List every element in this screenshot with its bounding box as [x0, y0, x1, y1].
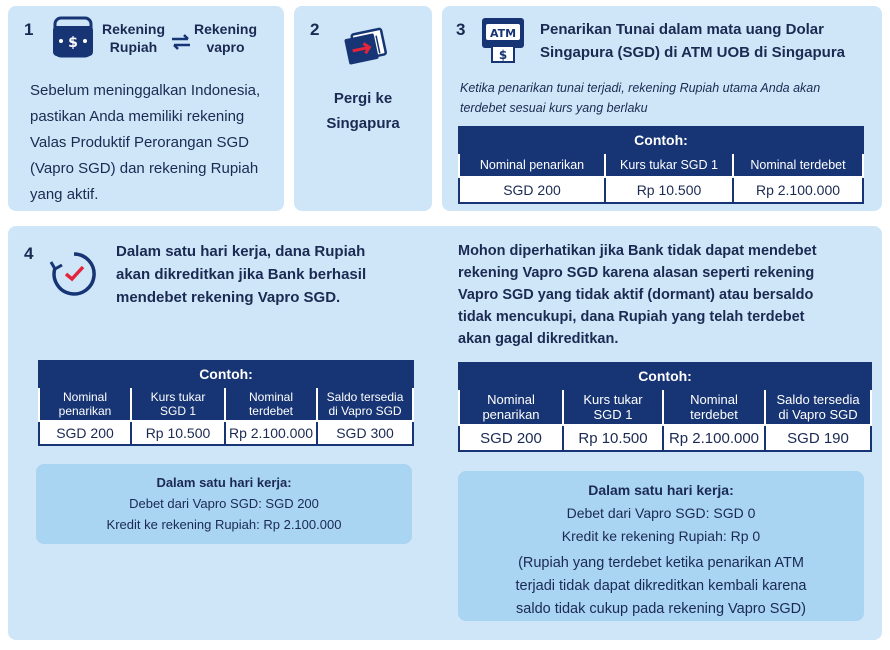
- example-table-success: [38, 360, 414, 446]
- table-cell: SGD 190: [765, 425, 871, 451]
- table-cell: Rp 2.100.000: [733, 177, 863, 203]
- explanation-line: saldo tidak cukup pada rekening Vapro SGD): [516, 601, 806, 617]
- step-3-subtitle: [460, 78, 820, 118]
- passport-plane-icon: [342, 26, 390, 66]
- header-line: Kurs tukar: [150, 390, 206, 404]
- summary-title: Dalam satu hari kerja:: [156, 475, 292, 490]
- summary-line: Kredit ke rekening Rupiah: Rp 2.100.000: [106, 517, 342, 532]
- clock-check-icon: [48, 248, 100, 300]
- header-line: Nominal: [62, 390, 107, 404]
- title-line: rekening Vapro SGD karena alasan seperti rekening: [458, 265, 815, 281]
- atm-screen-label: ATM: [489, 27, 517, 40]
- column-header: [317, 387, 413, 421]
- explanation-line: (Rupiah yang terdebet ketika penarikan ATM: [518, 555, 804, 571]
- header-line: Saldo tersedia: [776, 392, 860, 407]
- text-line: yang aktif.: [30, 186, 99, 203]
- header-line: Saldo tersedia: [326, 390, 404, 404]
- column-header: Kurs tukar SGD 1: [605, 153, 733, 177]
- subtitle-line: terdebet sesuai kurs yang berlaku: [460, 101, 648, 115]
- title-line: Mohon diperhatikan jika Bank tidak dapat mendebet: [458, 243, 817, 259]
- explanation-line: terjadi tidak dapat dikreditkan kembali karena: [515, 578, 807, 594]
- atm-icon: [480, 16, 526, 64]
- header-line: terdebet: [690, 407, 738, 422]
- step-4-failure-title: [458, 240, 817, 350]
- step-number: 3: [456, 20, 466, 39]
- table-cell: SGD 200: [459, 177, 605, 203]
- column-header: [225, 387, 317, 421]
- svg-text:$: $: [68, 35, 78, 51]
- summary-line: Debet dari Vapro SGD: SGD 200: [129, 496, 319, 511]
- table-cell: Rp 10.500: [605, 177, 733, 203]
- step-1-description: [30, 78, 280, 208]
- table-cell: Rp 2.100.000: [663, 425, 765, 451]
- header-line: terdebet: [248, 404, 294, 418]
- column-header: [563, 389, 663, 425]
- title-line: Singapura (SGD) di ATM UOB di Singapura: [540, 44, 846, 61]
- text-line: Sebelum meninggalkan Indonesia,: [30, 82, 261, 99]
- table-cell: Rp 10.500: [131, 421, 225, 445]
- rekening-rupiah-label: [102, 20, 165, 56]
- column-header: [459, 389, 563, 425]
- step-2-panel: [294, 6, 432, 211]
- step-number: 1: [24, 20, 34, 39]
- header-line: Kurs tukar: [583, 392, 643, 407]
- table-caption: Contoh:: [459, 363, 871, 389]
- exchange-arrows-icon: [170, 33, 192, 51]
- failure-summary-box: [458, 471, 864, 621]
- success-summary-box: [36, 464, 412, 544]
- header-line: Nominal: [248, 390, 293, 404]
- text-line: pastikan Anda memiliki rekening: [30, 108, 245, 125]
- header-line: Nominal: [690, 392, 738, 407]
- summary-line: Debet dari Vapro SGD: SGD 0: [566, 505, 756, 521]
- header-line: di Vapro SGD: [778, 407, 858, 422]
- step-2-label: [294, 86, 432, 136]
- svg-text:$: $: [498, 48, 508, 62]
- column-header: Nominal penarikan: [459, 153, 605, 177]
- title-line: akan dikreditkan jika Bank berhasil: [116, 266, 367, 283]
- header-line: penarikan: [58, 404, 112, 418]
- column-header: [663, 389, 765, 425]
- rekening-vapro-label: [194, 20, 257, 56]
- table-cell: Rp 10.500: [563, 425, 663, 451]
- label-line: Rekening: [194, 21, 258, 37]
- summary-line: Kredit ke rekening Rupiah: Rp 0: [561, 528, 761, 544]
- step-1-panel: [8, 6, 284, 211]
- column-header: [39, 387, 131, 421]
- step-3-title: [540, 18, 845, 64]
- title-line: Dalam satu hari kerja, dana Rupiah: [116, 243, 366, 260]
- wallet-icon: [52, 16, 94, 60]
- header-line: SGD 1: [593, 407, 633, 422]
- text-line: Singapura: [326, 115, 400, 132]
- summary-title: Dalam satu hari kerja:: [588, 482, 734, 498]
- step-3-panel: [442, 6, 882, 211]
- column-header: [765, 389, 871, 425]
- table-caption: Contoh:: [39, 361, 413, 387]
- summary-explanation: [458, 552, 864, 621]
- title-line: mendebet rekening Vapro SGD.: [116, 289, 341, 306]
- table-cell: Rp 2.100.000: [225, 421, 317, 445]
- column-header: Nominal terdebet: [733, 153, 863, 177]
- table-cell: SGD 200: [39, 421, 131, 445]
- table-cell: SGD 200: [459, 425, 563, 451]
- text-line: (Vapro SGD) dan rekening Rupiah: [30, 160, 259, 177]
- step-number: 4: [24, 244, 34, 263]
- header-line: SGD 1: [159, 404, 196, 418]
- label-line: Rupiah: [109, 39, 158, 55]
- text-line: Pergi ke: [333, 90, 393, 107]
- subtitle-line: Ketika penarikan tunai terjadi, rekening Rupiah utama Anda akan: [460, 81, 821, 95]
- header-line: di Vapro SGD: [328, 404, 402, 418]
- header-line: penarikan: [482, 407, 540, 422]
- header-line: Nominal: [487, 392, 535, 407]
- example-table: [458, 126, 864, 204]
- table-cell: SGD 300: [317, 421, 413, 445]
- example-table-failure: [458, 362, 872, 452]
- step-number: 2: [310, 20, 320, 39]
- step-4-success-title: [116, 240, 366, 309]
- text-line: Valas Produktif Perorangan SGD: [30, 134, 250, 151]
- label-line: Rekening: [102, 21, 166, 37]
- title-line: akan gagal dikreditkan.: [458, 331, 619, 347]
- label-line: vapro: [206, 39, 245, 55]
- column-header: [131, 387, 225, 421]
- title-line: Vapro SGD yang tidak aktif (dormant) atau bersaldo: [458, 287, 814, 303]
- step-4-panel: [8, 226, 882, 640]
- table-caption: Contoh:: [459, 127, 863, 153]
- title-line: tidak mencukupi, dana Rupiah yang telah terdebet: [458, 309, 805, 325]
- title-line: Penarikan Tunai dalam mata uang Dolar: [540, 21, 824, 38]
